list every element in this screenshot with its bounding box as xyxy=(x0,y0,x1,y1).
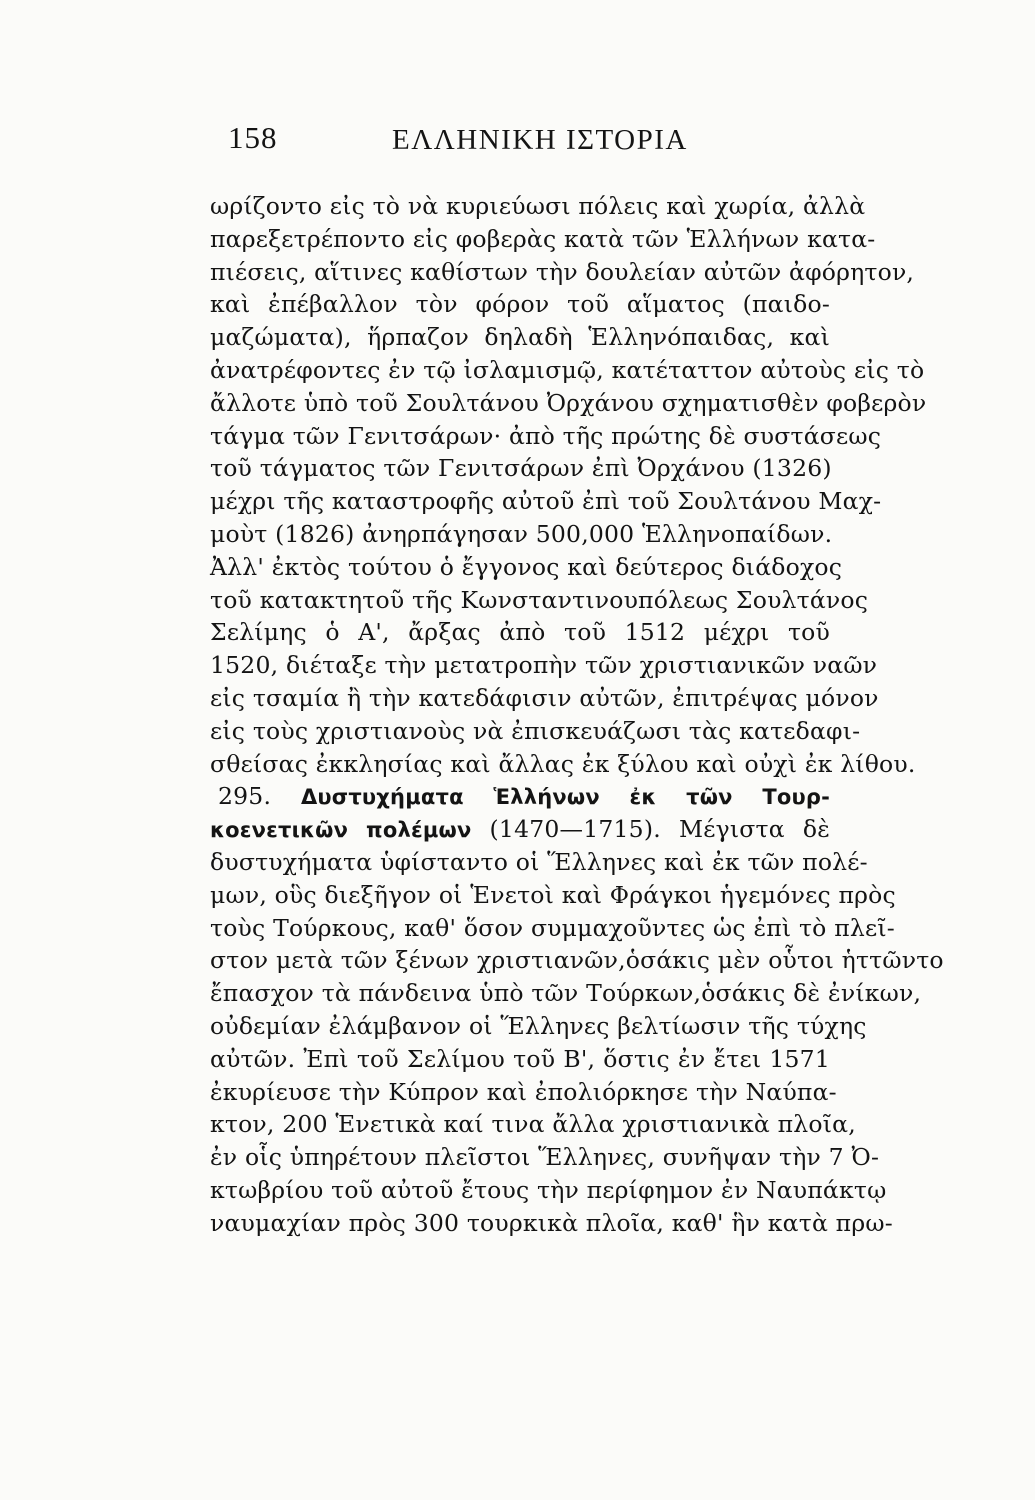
text-line: Σελίμης ὁ Α', ἄρξας ἀπὸ τοῦ 1512 μέχρι τοῦ xyxy=(210,618,830,647)
text-line: κτωβρίου τοῦ αὐτοῦ ἔτους τὴν περίφημον ἐν Ναυπάκτῳ xyxy=(210,1175,887,1204)
text-line: καὶ ἐπέβαλλον τὸν φόρον τοῦ αἵματος (παιδο- xyxy=(210,290,830,319)
text-line: τάγμα τῶν Γενιτσάρων· ἀπὸ τῆς πρώτης δὲ συστάσεως xyxy=(210,421,882,450)
text-line: σθείσας ἐκκλησίας καὶ ἄλλας ἐκ ξύλου καὶ οὐχὶ ἐκ λίθου. xyxy=(210,749,916,778)
text-line: πιέσεις, αἵτινες καθίστων τὴν δουλείαν αὐτῶν ἀφόρητον, xyxy=(210,257,915,286)
section-number: 295. xyxy=(218,782,272,811)
text-line: μέχρι τῆς καταστροφῆς αὐτοῦ ἐπὶ τοῦ Σουλτάνου Μαχ- xyxy=(210,487,882,516)
text-line: κτον, 200 Ἑνετικὰ καί τινα ἄλλα χριστιανικὰ πλοῖα, xyxy=(210,1110,856,1139)
text-line: μοὺτ (1826) ἀνηρπάγησαν 500,000 Ἑλληνοπαίδων. xyxy=(210,519,833,548)
text-line: μαζώματα), ἥρπαζον δηλαδὴ Ἑλληνόπαιδας, καὶ xyxy=(210,323,830,352)
text-line: τοὺς Τούρκους, καθ' ὅσον συμμαχοῦντες ὡς ἐπὶ τὸ πλεῖ- xyxy=(210,913,895,942)
section-heading-line xyxy=(210,780,830,813)
page-number: 158 xyxy=(228,120,278,155)
section-heading-line xyxy=(210,813,830,846)
text-line: μων, οὓς διεξῆγον οἱ Ἑνετοὶ καὶ Φράγκοι ἡγεμόνες πρὸς xyxy=(210,880,896,909)
text-line: ἄλλοτε ὑπὸ τοῦ Σουλτάνου Ὀρχάνου σχηματισθὲν φοβερὸν xyxy=(210,388,927,417)
section-title: Δυστυχήματα Ἑλλήνων ἐκ τῶν Τουρ- xyxy=(300,785,831,810)
running-title: ΕΛΛΗΝΙΚΗ ΙΣΤΟΡΙΑ xyxy=(392,124,688,156)
text-line: τοῦ τάγματος τῶν Γενιτσάρων ἐπὶ Ὀρχάνου (1326) xyxy=(210,454,832,483)
text-line: ἀνατρέφοντες ἐν τῷ ἰσλαμισμῷ, κατέταττον αὐτοὺς εἰς τὸ xyxy=(210,355,925,384)
text-line: Ἀλλ' ἐκτὸς τούτου ὁ ἔγγονος καὶ δεύτερος διάδοχος xyxy=(210,552,843,581)
text-line: ναυμαχίαν πρὸς 300 τουρκικὰ πλοῖα, καθ' ἣν κατὰ πρω- xyxy=(210,1208,893,1237)
text-line: τοῦ κατακτητοῦ τῆς Κωνσταντινουπόλεως Σουλτάνος xyxy=(210,585,869,614)
text-line: ἐκυρίευσε τὴν Κύπρον καὶ ἐπολιόρκησε τὴν Ναύπα- xyxy=(210,1077,837,1106)
text-line: στον μετὰ τῶν ξένων χριστιανῶν,ὁσάκις μὲν οὗτοι ἡττῶντο xyxy=(210,946,944,975)
text-line: εἰς τοὺς χριστιανοὺς νὰ ἐπισκευάζωσι τὰς κατεδαφι- xyxy=(210,716,861,745)
text-segment: (1470—1715). Μέγιστα δὲ xyxy=(489,815,831,844)
text-line: εἰς τσαμία ἢ τὴν κατεδάφισιν αὐτῶν, ἐπιτρέψας μόνον xyxy=(210,683,879,712)
text-line: οὐδεμίαν ἐλάμβανον οἱ Ἕλληνες βελτίωσιν τῆς τύχης xyxy=(210,1011,867,1040)
text-line: αὐτῶν. Ἐπὶ τοῦ Σελίμου τοῦ Β', ὅστις ἐν ἔτει 1571 xyxy=(210,1044,830,1073)
text-line: δυστυχήματα ὑφίσταντο οἱ Ἕλληνες καὶ ἐκ τῶν πολέ- xyxy=(210,847,868,876)
text-line: ἔπασχον τὰ πάνδεινα ὑπὸ τῶν Τούρκων,ὁσάκις δὲ ἐνίκων, xyxy=(210,979,922,1008)
body-text xyxy=(210,190,944,1240)
section-title-continued: κοενετικῶν πολέμων xyxy=(210,818,472,843)
text-line: παρεξετρέποντο εἰς φοβερὰς κατὰ τῶν Ἑλλήνων κατα- xyxy=(210,224,876,253)
text-line: ωρίζοντο εἰς τὸ νὰ κυριεύωσι πόλεις καὶ χωρία, ἀλλὰ xyxy=(210,192,866,220)
text-line: 1520, διέταξε τὴν μετατροπὴν τῶν χριστιανικῶν ναῶν xyxy=(210,651,878,680)
text-line: ἐν οἷς ὑπηρέτουν πλεῖστοι Ἕλληνες, συνῆψαν τὴν 7 Ὀ- xyxy=(210,1143,880,1172)
